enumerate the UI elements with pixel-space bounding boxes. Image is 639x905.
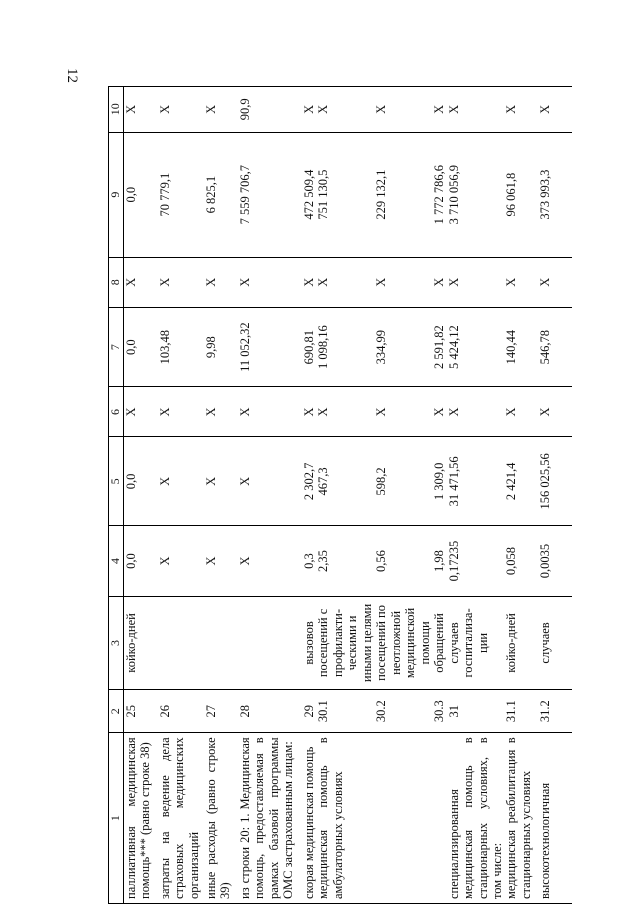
cell-c5: X (204, 476, 218, 486)
cell-c5: 598,2 (374, 467, 389, 496)
cell-c10: X (316, 104, 331, 114)
cell-c7: 11 052,32 (238, 322, 252, 372)
cell-c9: 7 559 706,7 (238, 164, 252, 225)
data-table (108, 86, 572, 904)
cell-c4: 2,35 (316, 550, 331, 572)
cell-code: 28 (238, 704, 252, 718)
cell-c6: X (316, 407, 331, 417)
cell-c5: 31 471,56 (446, 456, 461, 507)
cell-c9: 229 132,1 (374, 169, 389, 220)
cell-c4: X (204, 556, 218, 566)
col-header-8: 8 (109, 257, 124, 307)
cell-code: 29 (302, 704, 316, 718)
cell-c9: 96 061,8 (504, 172, 519, 217)
cell-c8: X (374, 277, 389, 287)
cell-c10: X (124, 104, 138, 114)
cell-name: из строки 20: 1. Медицинская помощь, предоставляемая в рамках базовой программы ОМС застрахованным лицам: (238, 737, 296, 899)
table-row (432, 87, 446, 904)
col-header-4: 4 (109, 526, 124, 597)
cell-c4: 0,56 (374, 550, 389, 572)
cell-unit (158, 601, 172, 685)
cell-c7: 334,99 (374, 329, 389, 365)
cell-c10: X (538, 104, 553, 114)
cell-code: 30.2 (374, 700, 389, 723)
cell-c4: X (238, 556, 252, 566)
cell-c5: X (158, 476, 172, 486)
col-header-2: 2 (109, 690, 124, 733)
cell-unit: вызовов (302, 621, 316, 665)
cell-unit: койко-дней (504, 613, 519, 673)
cell-c5: 2 421,4 (504, 462, 519, 501)
cell-c9: 3 710 056,9 (446, 164, 461, 225)
col-header-7: 7 (109, 307, 124, 387)
cell-c4: 1,98 (432, 550, 447, 572)
table-row (302, 87, 316, 904)
cell-c9: 0,0 (124, 186, 138, 203)
cell-c7: 5 424,12 (446, 325, 461, 369)
cell-c6: X (158, 407, 172, 417)
cell-c8: X (538, 277, 553, 287)
cell-c8: X (302, 277, 316, 287)
cell-c6: X (238, 407, 252, 417)
cell-code: 25 (124, 704, 138, 718)
cell-unit: случаев госпитализа-ции (446, 608, 490, 678)
table-row (158, 87, 204, 904)
table-row (447, 87, 505, 904)
cell-code: 31.2 (538, 700, 553, 723)
cell-unit: обращений (432, 613, 447, 673)
cell-c4: 0,17235 (446, 540, 461, 582)
cell-name (374, 737, 388, 899)
cell-name: затраты на ведение дела страховых медицинских организаций (158, 737, 201, 899)
table-row (538, 87, 572, 904)
cell-unit: койко-дней (124, 613, 138, 673)
cell-name: скорая медицинская помощь (302, 746, 316, 899)
cell-code: 26 (158, 704, 172, 718)
cell-c9: 70 779,1 (158, 172, 172, 217)
cell-name (432, 737, 446, 899)
cell-name: паллиативная медицинская помощь*** (равно строке 38) (124, 737, 153, 899)
cell-c9: 751 130,5 (316, 169, 331, 220)
header-row (109, 87, 124, 904)
cell-c6: X (124, 407, 138, 417)
cell-c8: X (504, 277, 519, 287)
cell-c5: 0,0 (124, 473, 138, 490)
cell-unit: случаев (538, 622, 553, 664)
col-header-1: 1 (109, 733, 124, 904)
col-header-10: 10 (109, 87, 124, 133)
table-row (124, 87, 159, 904)
page-number: 12 (64, 68, 80, 83)
cell-c7: 9,98 (204, 336, 218, 359)
cell-c7: 690,81 (302, 329, 316, 365)
cell-c5: 467,3 (316, 467, 331, 496)
table-row (374, 87, 432, 904)
cell-unit (238, 601, 252, 685)
cell-c10: X (504, 104, 519, 114)
cell-c10: X (374, 104, 389, 114)
cell-c4: 0,0 (124, 553, 138, 569)
cell-c10: X (432, 104, 447, 114)
table-row (204, 87, 238, 904)
cell-c10: 90,9 (238, 98, 252, 121)
cell-name: иные расходы (равно строке 39) (204, 737, 233, 899)
cell-c9: 6 825,1 (204, 175, 218, 214)
col-header-9: 9 (109, 132, 124, 257)
cell-name: специализированная медицинская помощь в стационарных условиях, в том числе: (446, 737, 504, 899)
cell-c6: X (504, 407, 519, 417)
cell-c10: X (446, 104, 461, 114)
cell-unit: посещений по неотложной медицинской помощи (374, 605, 432, 681)
cell-c7: 140,44 (504, 329, 519, 365)
cell-c7: 0,0 (124, 339, 138, 355)
cell-c7: 103,48 (158, 329, 172, 365)
cell-c4: X (158, 556, 172, 566)
cell-c6: X (446, 407, 461, 417)
cell-c8: X (432, 277, 447, 287)
cell-c5: X (238, 476, 252, 486)
cell-c8: X (204, 277, 218, 287)
cell-c6: X (204, 407, 218, 417)
cell-c4: 0,3 (302, 553, 316, 569)
cell-c5: 1 309,0 (432, 462, 447, 501)
cell-c7: 1 098,16 (316, 325, 331, 369)
cell-c7: 546,78 (538, 329, 553, 365)
cell-c10: X (302, 104, 316, 114)
cell-c9: 373 993,3 (538, 169, 553, 220)
col-header-6: 6 (109, 387, 124, 437)
cell-c9: 472 509,4 (302, 169, 316, 220)
cell-code: 27 (204, 704, 218, 718)
table-row (504, 87, 538, 904)
cell-unit: посещений с профилакти-ческими и иными целями (316, 603, 374, 683)
cell-c8: X (158, 277, 172, 287)
cell-c6: X (432, 407, 447, 417)
table-row (238, 87, 302, 904)
cell-code: 31.1 (504, 700, 519, 723)
cell-c8: X (316, 277, 331, 287)
cell-name: медицинская помощь в амбулаторных условиях (316, 737, 345, 899)
cell-code: 30.3 (432, 700, 447, 723)
table-row (316, 87, 374, 904)
cell-name: медицинская реабилитация в стационарных условиях (504, 737, 533, 899)
cell-name: высокотехнологичная (538, 782, 553, 899)
cell-c6: X (538, 407, 553, 417)
cell-c4: 0,0035 (538, 543, 553, 579)
cell-c8: X (238, 277, 252, 287)
cell-c8: X (446, 277, 461, 287)
cell-c4: 0,058 (504, 546, 519, 576)
cell-code: 30.1 (316, 700, 331, 723)
cell-c5: 2 302,7 (302, 462, 316, 501)
cell-code: 31 (446, 704, 461, 718)
cell-c10: X (204, 104, 218, 114)
cell-c10: X (158, 104, 172, 114)
cell-unit (204, 601, 218, 685)
cell-c6: X (302, 407, 316, 417)
rotated-table-wrapper (108, 86, 608, 904)
cell-c8: X (124, 277, 138, 287)
col-header-5: 5 (109, 437, 124, 526)
cell-c7: 2 591,82 (432, 325, 447, 369)
cell-c5: 156 025,56 (538, 453, 553, 510)
cell-c9: 1 772 786,6 (432, 164, 447, 225)
cell-c6: X (374, 407, 389, 417)
col-header-3: 3 (109, 596, 124, 689)
